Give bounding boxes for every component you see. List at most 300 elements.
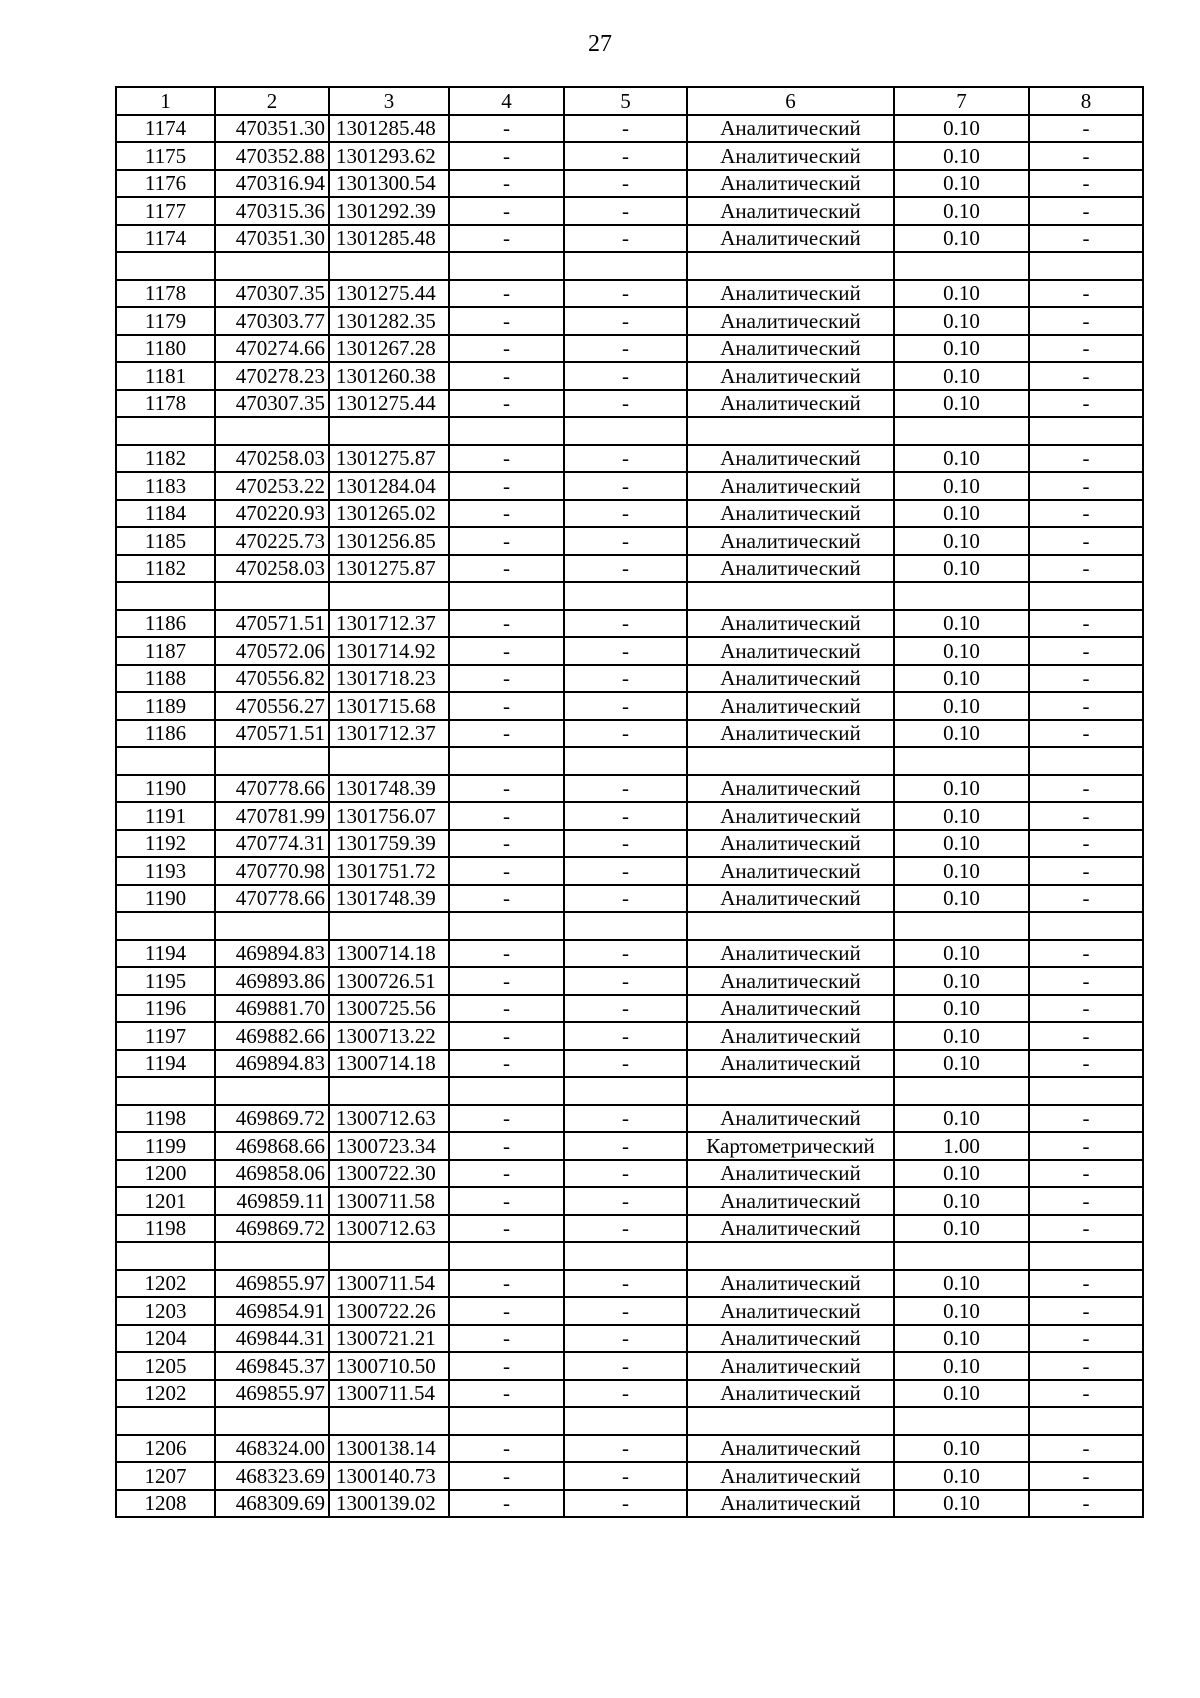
table-cell (894, 747, 1029, 775)
table-cell: - (1029, 115, 1143, 143)
table-cell: 469858.06 (215, 1160, 329, 1188)
table-cell: Аналитический (687, 995, 894, 1023)
table-cell: 1208 (116, 1490, 215, 1518)
table-cell (687, 1242, 894, 1270)
table-cell: - (1029, 307, 1143, 335)
table-cell (329, 912, 449, 940)
spacer-row (116, 1077, 1143, 1105)
table-cell: 1301300.54 (329, 170, 449, 198)
column-header: 6 (687, 87, 894, 115)
table-cell (449, 1407, 564, 1435)
table-cell: - (564, 307, 687, 335)
table-cell: - (1029, 1435, 1143, 1463)
table-cell: - (449, 1270, 564, 1298)
table-cell: - (564, 967, 687, 995)
column-header: 2 (215, 87, 329, 115)
table-cell: - (1029, 637, 1143, 665)
table-cell: - (564, 1132, 687, 1160)
table-row (116, 995, 1143, 1023)
table-cell: 470774.31 (215, 830, 329, 858)
table-cell: Аналитический (687, 142, 894, 170)
table-row (116, 1105, 1143, 1133)
table-cell: 1301714.92 (329, 637, 449, 665)
table-cell: - (449, 610, 564, 638)
table-cell: 1178 (116, 280, 215, 308)
table-row (116, 1352, 1143, 1380)
table-cell: Аналитический (687, 1050, 894, 1078)
table-cell: 0.10 (894, 1380, 1029, 1408)
spacer-row (116, 417, 1143, 445)
table-cell: - (449, 940, 564, 968)
table-cell: - (564, 885, 687, 913)
table-cell: Аналитический (687, 1352, 894, 1380)
table-cell: - (1029, 527, 1143, 555)
table-cell: 0.10 (894, 1160, 1029, 1188)
table-cell (215, 1242, 329, 1270)
table-cell: 0.10 (894, 170, 1029, 198)
table-cell: - (449, 197, 564, 225)
table-cell: 0.10 (894, 1050, 1029, 1078)
table-cell: Аналитический (687, 527, 894, 555)
table-cell: - (449, 390, 564, 418)
table-cell (1029, 912, 1143, 940)
table-cell: 0.10 (894, 692, 1029, 720)
table-cell: 0.10 (894, 1270, 1029, 1298)
table-cell (564, 747, 687, 775)
spacer-row (116, 252, 1143, 280)
table-row (116, 1215, 1143, 1243)
table-cell: Аналитический (687, 1105, 894, 1133)
table-cell: Аналитический (687, 967, 894, 995)
table-cell (894, 1077, 1029, 1105)
table-cell: - (1029, 967, 1143, 995)
table-cell: - (564, 692, 687, 720)
table-row (116, 197, 1143, 225)
table-cell: 1186 (116, 610, 215, 638)
table-cell: - (564, 802, 687, 830)
table-cell: - (1029, 1022, 1143, 1050)
table-cell: 0.10 (894, 555, 1029, 583)
table-row (116, 857, 1143, 885)
table-cell: - (564, 720, 687, 748)
table-cell: - (1029, 335, 1143, 363)
table-cell: Аналитический (687, 500, 894, 528)
table-cell: - (564, 857, 687, 885)
table-cell: - (449, 802, 564, 830)
table-cell: 470778.66 (215, 885, 329, 913)
table-cell: - (564, 775, 687, 803)
table-cell: 470316.94 (215, 170, 329, 198)
table-cell (564, 1407, 687, 1435)
table-cell (687, 1077, 894, 1105)
table-cell: Аналитический (687, 1270, 894, 1298)
table-cell: 1301282.35 (329, 307, 449, 335)
table-cell: - (564, 555, 687, 583)
table-cell: 0.10 (894, 665, 1029, 693)
column-header: 1 (116, 87, 215, 115)
table-row (116, 307, 1143, 335)
table-cell: - (1029, 857, 1143, 885)
table-cell: 470278.23 (215, 362, 329, 390)
table-cell (215, 1407, 329, 1435)
table-cell: 1195 (116, 967, 215, 995)
table-row (116, 170, 1143, 198)
table-cell: 1300714.18 (329, 1050, 449, 1078)
table-cell (215, 417, 329, 445)
table-cell: 0.10 (894, 637, 1029, 665)
table-cell: - (449, 445, 564, 473)
table-cell: - (1029, 1132, 1143, 1160)
table-cell: 1300138.14 (329, 1435, 449, 1463)
table-cell: - (564, 362, 687, 390)
table-cell: 470770.98 (215, 857, 329, 885)
table-cell (1029, 1407, 1143, 1435)
table-cell: - (449, 1297, 564, 1325)
table-cell: 1198 (116, 1215, 215, 1243)
table-cell: 1202 (116, 1380, 215, 1408)
table-cell (215, 1077, 329, 1105)
table-row (116, 555, 1143, 583)
header-row (116, 87, 1143, 115)
table-cell: 470258.03 (215, 445, 329, 473)
table-cell (449, 582, 564, 610)
table-cell: 0.10 (894, 1297, 1029, 1325)
table-cell: - (449, 1462, 564, 1490)
table-cell: - (564, 1050, 687, 1078)
table-cell: - (449, 830, 564, 858)
table-cell: - (564, 142, 687, 170)
table-cell: 0.10 (894, 885, 1029, 913)
table-cell (564, 582, 687, 610)
table-cell: 1203 (116, 1297, 215, 1325)
table-cell: 1181 (116, 362, 215, 390)
table-cell: - (1029, 1325, 1143, 1353)
table-row (116, 280, 1143, 308)
table-cell: Аналитический (687, 637, 894, 665)
table-cell: 1301285.48 (329, 225, 449, 253)
table-row (116, 775, 1143, 803)
table-cell: - (1029, 940, 1143, 968)
table-cell: 1179 (116, 307, 215, 335)
table-cell: 1194 (116, 940, 215, 968)
table-cell (1029, 582, 1143, 610)
table-cell: 470571.51 (215, 720, 329, 748)
table-cell: 0.10 (894, 775, 1029, 803)
table-cell: 469855.97 (215, 1270, 329, 1298)
table-cell: 0.10 (894, 1215, 1029, 1243)
table-cell: - (449, 1132, 564, 1160)
table-cell (449, 1077, 564, 1105)
table-cell: - (449, 500, 564, 528)
table-cell (687, 747, 894, 775)
table-cell: 1190 (116, 775, 215, 803)
table-cell: - (564, 1022, 687, 1050)
table-cell (116, 1407, 215, 1435)
table-cell: - (564, 445, 687, 473)
table-cell: - (1029, 1160, 1143, 1188)
table-cell: 0.10 (894, 610, 1029, 638)
table-cell: 470571.51 (215, 610, 329, 638)
table-cell: - (1029, 142, 1143, 170)
column-header: 3 (329, 87, 449, 115)
table-cell: - (564, 830, 687, 858)
table-cell: 1300723.34 (329, 1132, 449, 1160)
table-cell: - (1029, 1105, 1143, 1133)
table-cell: 1300139.02 (329, 1490, 449, 1518)
table-cell (116, 252, 215, 280)
table-cell: 470307.35 (215, 390, 329, 418)
table-cell: 470258.03 (215, 555, 329, 583)
table-cell: 0.10 (894, 857, 1029, 885)
table-cell: - (1029, 885, 1143, 913)
table-cell: - (564, 1435, 687, 1463)
table-cell: 470274.66 (215, 335, 329, 363)
table-cell: 469844.31 (215, 1325, 329, 1353)
table-cell: 470352.88 (215, 142, 329, 170)
table-cell: - (564, 115, 687, 143)
table-cell: Аналитический (687, 390, 894, 418)
table-cell: - (564, 280, 687, 308)
table-cell: 1177 (116, 197, 215, 225)
table-cell: 1.00 (894, 1132, 1029, 1160)
table-cell: 470781.99 (215, 802, 329, 830)
table-cell: 0.10 (894, 1105, 1029, 1133)
table-cell: - (449, 1352, 564, 1380)
table-cell: - (449, 142, 564, 170)
table-row (116, 1270, 1143, 1298)
table-row (116, 1132, 1143, 1160)
table-cell: 0.10 (894, 142, 1029, 170)
table-cell: 1207 (116, 1462, 215, 1490)
table-cell (564, 1077, 687, 1105)
spacer-row (116, 912, 1143, 940)
column-header: 5 (564, 87, 687, 115)
table-cell: - (564, 472, 687, 500)
table-cell: - (449, 1187, 564, 1215)
table-row (116, 362, 1143, 390)
table-row (116, 500, 1143, 528)
table-cell: - (1029, 1215, 1143, 1243)
table-row (116, 390, 1143, 418)
table-cell: 0.10 (894, 280, 1029, 308)
table-cell: 468309.69 (215, 1490, 329, 1518)
table-cell: Аналитический (687, 1187, 894, 1215)
spacer-row (116, 1407, 1143, 1435)
table-cell: 469882.66 (215, 1022, 329, 1050)
table-cell: - (564, 1462, 687, 1490)
table-cell: 1197 (116, 1022, 215, 1050)
spacer-row (116, 747, 1143, 775)
table-cell: 470778.66 (215, 775, 329, 803)
table-cell: 1300711.58 (329, 1187, 449, 1215)
table-cell: Аналитический (687, 1462, 894, 1490)
table-cell: 1189 (116, 692, 215, 720)
table-cell: 0.10 (894, 995, 1029, 1023)
table-row (116, 335, 1143, 363)
table-cell: - (449, 857, 564, 885)
table-cell: 1301275.44 (329, 280, 449, 308)
table-cell: Аналитический (687, 1297, 894, 1325)
table-cell: 1301712.37 (329, 720, 449, 748)
column-header: 8 (1029, 87, 1143, 115)
table-row (116, 1160, 1143, 1188)
table-cell: 1301718.23 (329, 665, 449, 693)
table-cell: 1174 (116, 225, 215, 253)
table-cell: - (449, 720, 564, 748)
table-row (116, 665, 1143, 693)
table-cell: 470303.77 (215, 307, 329, 335)
table-cell: 0.10 (894, 225, 1029, 253)
table-cell: - (564, 1325, 687, 1353)
table-cell (894, 252, 1029, 280)
coordinates-table (115, 86, 1144, 1518)
table-cell: 1300722.26 (329, 1297, 449, 1325)
table-cell (116, 747, 215, 775)
table-cell: 1301751.72 (329, 857, 449, 885)
table-cell: 1300713.22 (329, 1022, 449, 1050)
table-cell (215, 252, 329, 280)
table-cell: 0.10 (894, 802, 1029, 830)
table-cell: - (1029, 445, 1143, 473)
table-cell: - (564, 390, 687, 418)
table-cell (215, 747, 329, 775)
table-cell: - (449, 555, 564, 583)
table-cell: - (449, 472, 564, 500)
table-cell: 0.10 (894, 830, 1029, 858)
table-row (116, 610, 1143, 638)
table-cell: Аналитический (687, 1160, 894, 1188)
table-cell: - (1029, 1352, 1143, 1380)
table-cell: - (564, 995, 687, 1023)
table-cell: 1188 (116, 665, 215, 693)
table-cell: 1199 (116, 1132, 215, 1160)
table-cell: 0.10 (894, 500, 1029, 528)
table-cell (329, 1077, 449, 1105)
table-cell: - (449, 775, 564, 803)
table-cell (215, 912, 329, 940)
table-cell (1029, 747, 1143, 775)
table-cell: Аналитический (687, 610, 894, 638)
table-cell: - (1029, 1297, 1143, 1325)
table-row (116, 225, 1143, 253)
table-cell: Аналитический (687, 225, 894, 253)
table-cell: - (564, 527, 687, 555)
spacer-row (116, 582, 1143, 610)
table-cell: 0.10 (894, 527, 1029, 555)
table-cell: - (1029, 995, 1143, 1023)
table-cell: - (1029, 1490, 1143, 1518)
table-cell: 1301748.39 (329, 885, 449, 913)
table-cell: - (564, 1270, 687, 1298)
table-cell: 1180 (116, 335, 215, 363)
table-cell (687, 1407, 894, 1435)
table-cell: Аналитический (687, 1215, 894, 1243)
table-cell: 1186 (116, 720, 215, 748)
table-cell: 1194 (116, 1050, 215, 1078)
table-row (116, 445, 1143, 473)
table-cell: 1301285.48 (329, 115, 449, 143)
table-cell: - (449, 1022, 564, 1050)
table-cell: Аналитический (687, 940, 894, 968)
table-cell: 469894.83 (215, 940, 329, 968)
table-cell (564, 1242, 687, 1270)
table-cell (329, 582, 449, 610)
table-cell: 1301292.39 (329, 197, 449, 225)
table-cell: - (1029, 665, 1143, 693)
table-cell: Аналитический (687, 280, 894, 308)
table-cell: - (449, 527, 564, 555)
table-cell: Аналитический (687, 665, 894, 693)
table-row (116, 885, 1143, 913)
table-cell: 468323.69 (215, 1462, 329, 1490)
table-cell: 1300712.63 (329, 1215, 449, 1243)
table-cell: 469868.66 (215, 1132, 329, 1160)
table-cell: - (449, 885, 564, 913)
table-cell: - (564, 1160, 687, 1188)
table-cell: 1300714.18 (329, 940, 449, 968)
table-cell: 470572.06 (215, 637, 329, 665)
table-cell: - (564, 940, 687, 968)
table-cell (894, 1407, 1029, 1435)
table-cell: Аналитический (687, 170, 894, 198)
table-cell: - (449, 115, 564, 143)
table-row (116, 142, 1143, 170)
table-cell: - (1029, 170, 1143, 198)
table-cell: - (564, 197, 687, 225)
table-cell: Аналитический (687, 335, 894, 363)
table-cell: 0.10 (894, 1352, 1029, 1380)
table-cell: - (564, 637, 687, 665)
table-cell (449, 912, 564, 940)
table-cell: 0.10 (894, 940, 1029, 968)
page-number: 27 (588, 31, 612, 57)
table-cell: 1301256.85 (329, 527, 449, 555)
table-cell: - (1029, 280, 1143, 308)
table-cell (687, 252, 894, 280)
table-cell: 1301260.38 (329, 362, 449, 390)
table-cell: 0.10 (894, 197, 1029, 225)
table-cell (894, 1242, 1029, 1270)
table-cell: - (449, 335, 564, 363)
table-cell (564, 252, 687, 280)
table-cell: - (449, 225, 564, 253)
table-cell (687, 582, 894, 610)
table-row (116, 1187, 1143, 1215)
table-cell: 470225.73 (215, 527, 329, 555)
table-cell: 469854.91 (215, 1297, 329, 1325)
table-cell: Аналитический (687, 830, 894, 858)
table-cell (116, 912, 215, 940)
table-cell: 1300712.63 (329, 1105, 449, 1133)
table-row (116, 1435, 1143, 1463)
table-cell: - (449, 1215, 564, 1243)
table-cell: Аналитический (687, 857, 894, 885)
table-cell (329, 252, 449, 280)
table-cell: - (449, 362, 564, 390)
table-cell (116, 1242, 215, 1270)
table-cell: 1202 (116, 1270, 215, 1298)
table-cell: Аналитический (687, 1022, 894, 1050)
table-cell: 1190 (116, 885, 215, 913)
table-cell (449, 252, 564, 280)
table-cell: - (449, 692, 564, 720)
table-cell (564, 417, 687, 445)
table-cell: Аналитический (687, 720, 894, 748)
table-cell: - (449, 665, 564, 693)
table-cell (215, 582, 329, 610)
table-cell: Аналитический (687, 1490, 894, 1518)
table-cell: Аналитический (687, 1380, 894, 1408)
